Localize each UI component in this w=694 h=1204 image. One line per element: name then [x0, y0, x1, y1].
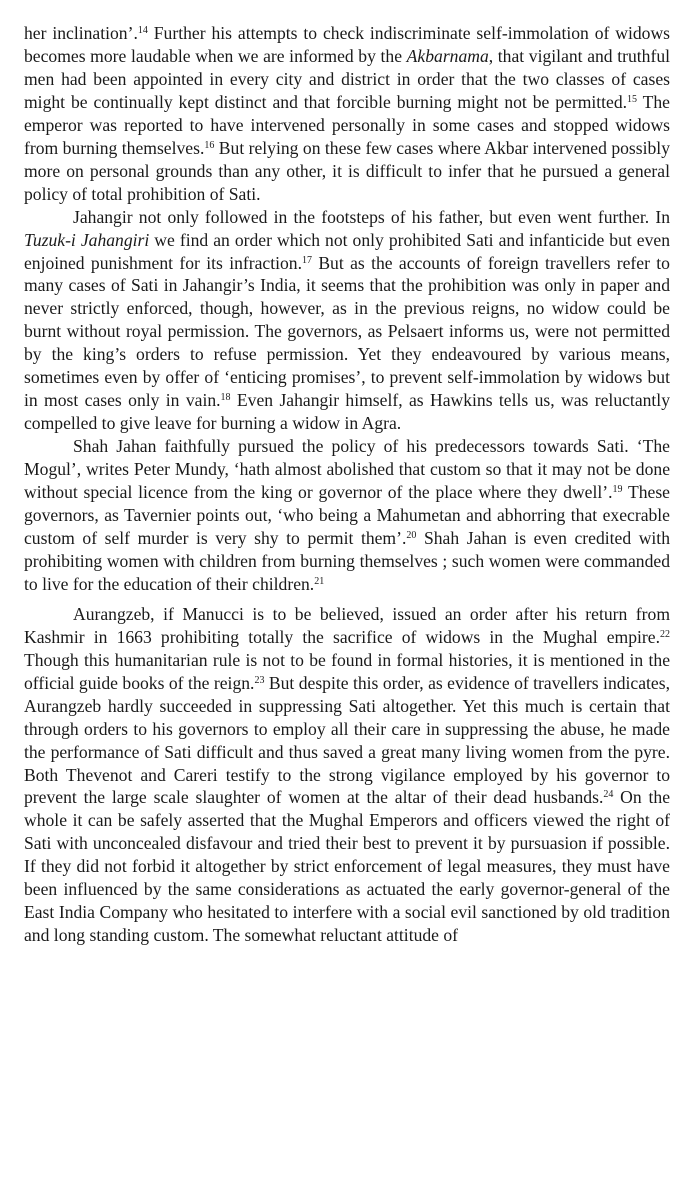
- text-run: Though this humanitarian rule is not to be found in formal histories, it is mentioned in the official guide books of the reign.: [24, 649, 670, 693]
- footnote-marker: 18: [220, 392, 231, 404]
- footnote-marker: 17: [301, 254, 312, 266]
- footnote-marker: 23: [254, 674, 265, 686]
- footnote-marker: 20: [406, 529, 417, 541]
- footnote-marker: 24: [603, 789, 614, 801]
- text-run: But as the accounts of foreign travellers refer to many cases of Sati in Jahangir’s India, it seems that the prohibition was only in paper and never strictly enforced, though, however, as in the previous reigns, no widow could be burnt without royal permission. The governors, as Pelsaert informs us, were not permitted by the king’s orders to refuse permission. Yet they endeavoured by various means, sometimes even by offer of ‘enticing promises’, to prevent self-immolation by widows but in most cases only in vain.: [24, 252, 670, 411]
- text-run: But relying on these few cases where Akbar intervened possibly more on personal grounds than any other, it is difficult to infer that he pursued a general policy of total prohibition of Sati.: [24, 137, 670, 204]
- text-run: On the whole it can be safely asserted that the Mughal Emperors and officers viewed the right of Sati with unconcealed disfavour and tried their best to prevent it by pursuasion if possible. If they did not forbid it altogether by strict enforcement of legal measures, they must have been influenced by the same considerations as actuated the early governor-general of the East India Company who hesitated to interfere with a social evil sanctioned by old tradition and long standing custom. The somewhat reluctant attitude of: [24, 787, 671, 946]
- text-run: Jahangir not only followed in the footsteps of his father, but even went further. In: [73, 206, 670, 227]
- text-run: Even Jahangir himself, as Hawkins tells us, was reluctantly compelled to give leave for burning a widow in Agra.: [24, 390, 670, 434]
- text-run: Shah Jahan faithfully pursued the policy of his predecessors towards Sati. ‘The Mogul’, writes Peter Mundy, ‘hath almost abolished that custom so that it may not be done without special licence from the king or governor of the place where they dwell’.: [24, 436, 670, 503]
- footnote-marker: 16: [204, 139, 215, 151]
- text-run: The emperor was reported to have intervened personally in some cases and stopped widows from burning themselves.: [24, 91, 670, 158]
- page-body: [24, 22, 670, 947]
- paragraph-shah-jahan: [24, 435, 670, 596]
- footnote-marker: 19: [612, 484, 623, 496]
- text-run: These governors, as Tavernier points out, ‘who being a Mahumetan and abhorring that execrable custom of self murder is very shy to permit them’.: [24, 482, 670, 548]
- paragraph-jahangir: [24, 206, 670, 436]
- italic-title: Tuzuk-i Jahangiri: [24, 229, 150, 250]
- paragraph-aurangzeb: [24, 603, 670, 947]
- text-run: Aurangzeb, if Manucci is to be believed, issued an order after his return from Kashmir in 1663 prohibiting totally the sacrifice of widows in the Mughal empire.: [24, 603, 670, 647]
- footnote-marker: 21: [314, 575, 325, 587]
- text-run: , that vigilant and truthful men had been appointed in every city and district in order that the two classes of cases might be continually kept distinct and that forcible burning might not be permitted.: [24, 45, 670, 112]
- text-run: we find an order which not only prohibited Sati and infanticide but even enjoined punishment for its infraction.: [24, 229, 671, 273]
- text-run: her inclination’.: [24, 23, 138, 43]
- text-run: Shah Jahan is even credited with prohibiting women with children from burning themselves ; such women were commanded to live for the education of their children.: [24, 527, 670, 594]
- italic-title: Akbarnama: [406, 45, 489, 66]
- footnote-marker: 14: [137, 25, 148, 36]
- text-run: Further his attempts to check indiscriminate self-immolation of widows becomes more laudable when we are informed by the: [24, 23, 671, 66]
- footnote-marker: 15: [627, 93, 638, 105]
- paragraph-akbar: [24, 22, 670, 206]
- footnote-marker: 22: [660, 628, 670, 640]
- text-run: But despite this order, as evidence of travellers indicates, Aurangzeb hardly succeeded in suppressing Sati altogether. Yet this much is certain that through orders to his governors to employ all their care in suppressing the abuse, he made the performance of Sati difficult and thus saved a great many living women from the pyre. Both Thevenot and Careri testify to the strong vigilance employed by his governor to prevent the large scale slaughter of women at the altar of their dead husbands.: [24, 672, 670, 808]
